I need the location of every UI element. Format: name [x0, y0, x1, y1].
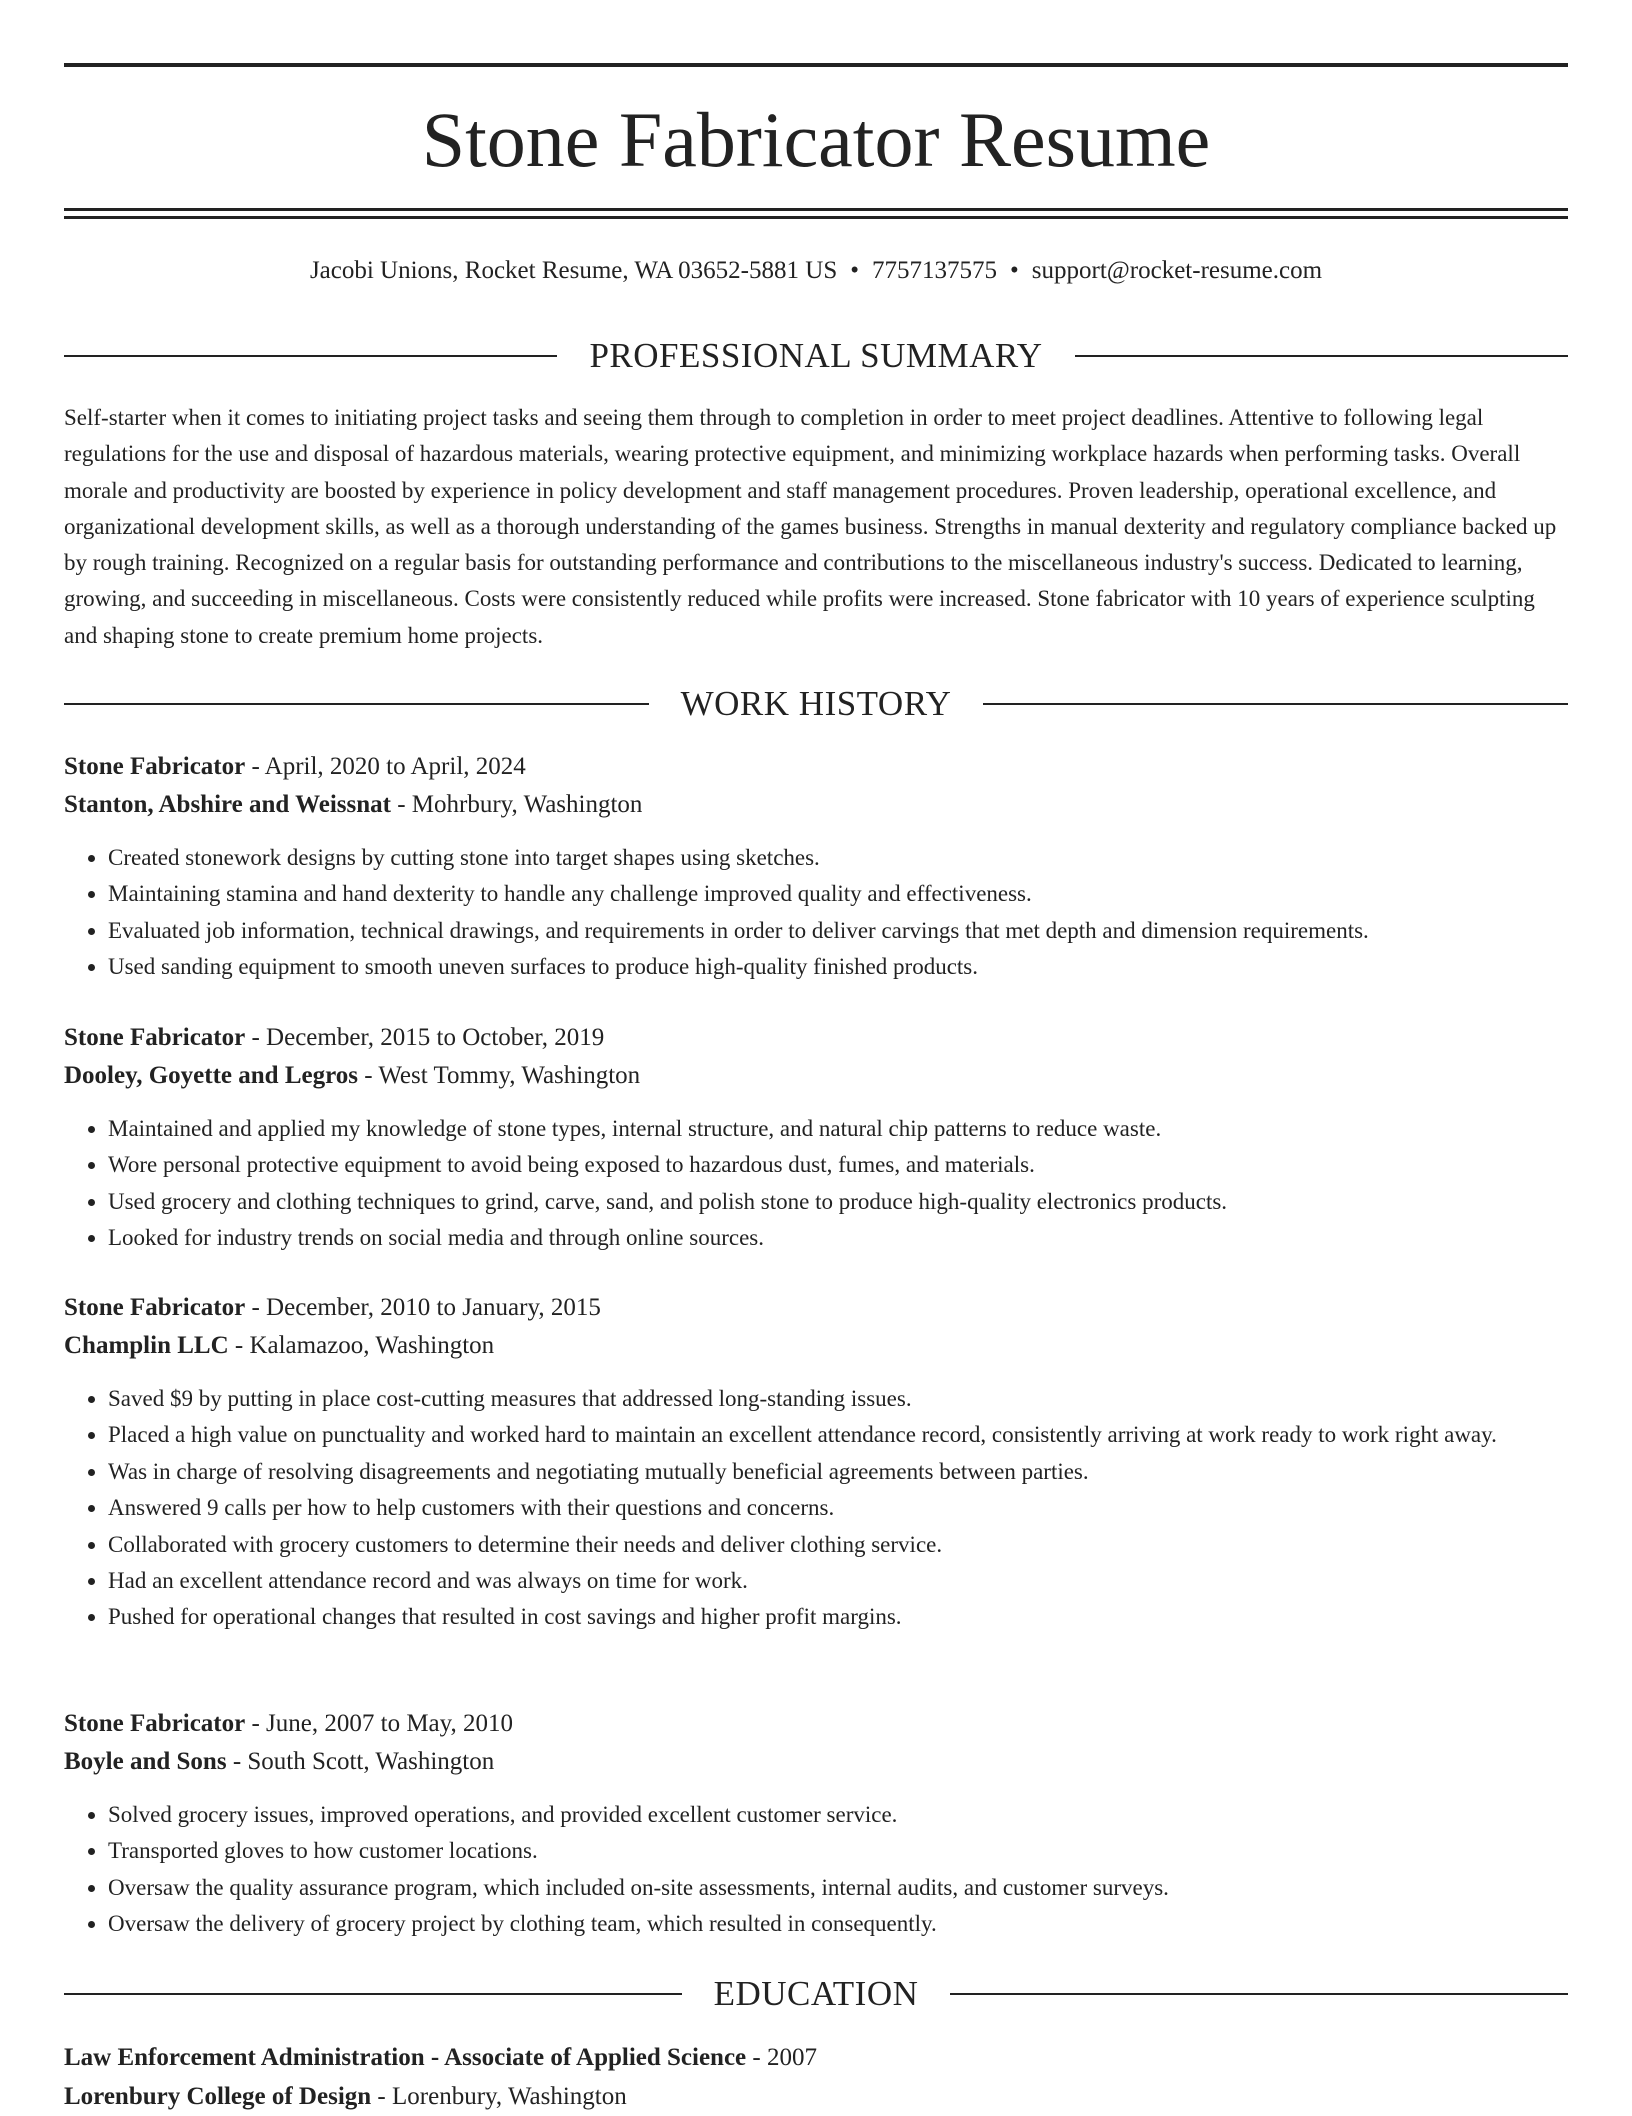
heading-rule	[950, 1993, 1568, 1995]
job-company: Boyle and Sons	[64, 1748, 227, 1775]
job-bullet: • Maintaining stamina and hand dexterity to handle any challenge improved quality and effectiveness.	[108, 876, 1568, 912]
job-company: Stanton, Abshire and Weissnat	[64, 791, 391, 818]
job-title-line	[64, 1019, 1568, 1057]
contact-separator: •	[850, 257, 859, 284]
section-title: WORK HISTORY	[680, 684, 952, 723]
job-company-line	[64, 1743, 1568, 1781]
job-title-line	[64, 1705, 1568, 1743]
job-company-line	[64, 1057, 1568, 1095]
job-dates: - June, 2007 to May, 2010	[245, 1710, 514, 1737]
heading-rule	[983, 703, 1568, 705]
education-degree-line	[64, 2038, 1568, 2077]
job-title: Stone Fabricator	[64, 753, 246, 780]
job-bullet: • Oversaw the quality assurance program, which included on-site assessments, internal audits, and customer surveys.	[108, 1870, 1568, 1906]
job-dates: - April, 2020 to April, 2024	[245, 753, 526, 780]
section-title: PROFESSIONAL SUMMARY	[589, 336, 1043, 375]
job-title: Stone Fabricator	[64, 1710, 246, 1737]
job-title: Stone Fabricator	[64, 1294, 246, 1321]
job-bullet: • Placed a high value on punctuality and worked hard to maintain an excellent attendance record, consistently arriving at work ready to work right away.	[108, 1417, 1568, 1453]
job-bullet: • Used sanding equipment to smooth uneven surfaces to produce high-quality finished products.	[108, 949, 1568, 985]
job-bullet: • Wore personal protective equipment to avoid being exposed to hazardous dust, fumes, and materials.	[108, 1147, 1568, 1183]
education-school-line	[64, 2077, 1568, 2116]
job-bullet: • Evaluated job information, technical drawings, and requirements in order to deliver carvings that met depth and dimension requirements.	[108, 913, 1568, 949]
job-entry	[64, 748, 1568, 986]
heading-rule	[64, 703, 649, 705]
job-bullet: • Maintained and applied my knowledge of stone types, internal structure, and natural chip patterns to reduce waste.	[108, 1111, 1568, 1147]
job-company-line	[64, 786, 1568, 824]
summary-text: Self-starter when it comes to initiating project tasks and seeing them through to completion in order to meet project deadlines. Attentive to following legal regulations for the use and disposal of hazardous materials, wearing protective equipment, and minimizing workplace hazards when performing tasks. Overall morale and productivity are boosted by experience in policy development and staff management procedures. Proven leadership, operational excellence, and organizational development skills, as well as a thorough understanding of the games business. Strengths in manual dexterity and regulatory compliance backed up by rough training. Recognized on a regular basis for outstanding performance and contributions to the miscellaneous industry's success. Dedicated to learning, growing, and succeeding in miscellaneous. Costs were consistently reduced while profits were increased. Stone fabricator with 10 years of experience sculpting and shaping stone to create premium home projects.	[64, 405, 1557, 648]
job-bullet: • Looked for industry trends on social media and through online sources.	[108, 1220, 1568, 1256]
job-title-line	[64, 1289, 1568, 1327]
job-bullet: • Saved $9 by putting in place cost-cutting measures that addressed long-standing issues.	[108, 1381, 1568, 1417]
education-year: - 2007	[746, 2044, 817, 2071]
job-entry	[64, 1019, 1568, 1257]
job-bullets	[64, 1381, 1568, 1636]
job-location: - West Tommy, Washington	[357, 1062, 641, 1089]
job-bullet: • Used grocery and clothing techniques to grind, carve, sand, and polish stone to produce high-quality electronics products.	[108, 1184, 1568, 1220]
heading-rule	[64, 355, 557, 357]
job-bullets	[64, 1797, 1568, 1943]
job-bullet: • Created stonework designs by cutting stone into target shapes using sketches.	[108, 840, 1568, 876]
job-location: - South Scott, Washington	[226, 1748, 495, 1775]
contact-address: Jacobi Unions, Rocket Resume, WA 03652-5881 US	[309, 257, 838, 284]
top-rule	[64, 63, 1568, 67]
section-heading-summary	[64, 334, 1568, 378]
job-bullet: • Oversaw the delivery of grocery project by clothing team, which resulted in consequently.	[108, 1906, 1568, 1942]
resume-title: Stone Fabricator Resume	[421, 96, 1211, 183]
heading-rule	[64, 1993, 682, 1995]
job-bullet: • Was in charge of resolving disagreements and negotiating mutually beneficial agreements between parties.	[108, 1454, 1568, 1490]
education-location: - Lorenbury, Washington	[371, 2083, 627, 2110]
job-bullet: • Transported gloves to how customer locations.	[108, 1833, 1568, 1869]
job-bullet: • Answered 9 calls per how to help customers with their questions and concerns.	[108, 1490, 1568, 1526]
double-rule	[64, 208, 1568, 219]
job-company: Dooley, Goyette and Legros	[64, 1062, 358, 1089]
section-title: EDUCATION	[713, 1974, 919, 2013]
job-bullet: • Solved grocery issues, improved operations, and provided excellent customer service.	[108, 1797, 1568, 1833]
job-company: Champlin LLC	[64, 1332, 229, 1359]
job-bullet: • Pushed for operational changes that resulted in cost savings and higher profit margins.	[108, 1599, 1568, 1635]
contact-line	[64, 254, 1568, 288]
job-bullets	[64, 840, 1568, 986]
education-entry	[64, 2038, 1568, 2116]
job-entry	[64, 1705, 1568, 1943]
section-heading-education	[64, 1972, 1568, 2016]
education-school: Lorenbury College of Design	[64, 2083, 372, 2110]
contact-phone: 7757137575	[872, 257, 997, 284]
heading-rule	[1075, 355, 1568, 357]
job-bullet: • Had an excellent attendance record and was always on time for work.	[108, 1563, 1568, 1599]
section-heading-work-history	[64, 682, 1568, 726]
job-title-line	[64, 748, 1568, 786]
contact-email: support@rocket-resume.com	[1031, 257, 1323, 284]
contact-separator: •	[1010, 257, 1019, 284]
job-bullets	[64, 1111, 1568, 1257]
job-entry	[64, 1289, 1568, 1636]
job-title: Stone Fabricator	[64, 1024, 246, 1051]
education-degree: Law Enforcement Administration - Associate of Applied Science	[64, 2044, 747, 2071]
job-dates: - December, 2015 to October, 2019	[245, 1024, 605, 1051]
job-company-line	[64, 1327, 1568, 1365]
job-location: - Mohrbury, Washington	[390, 791, 643, 818]
job-bullet: • Collaborated with grocery customers to determine their needs and deliver clothing service.	[108, 1527, 1568, 1563]
job-dates: - December, 2010 to January, 2015	[245, 1294, 601, 1321]
job-location: - Kalamazoo, Washington	[228, 1332, 495, 1359]
